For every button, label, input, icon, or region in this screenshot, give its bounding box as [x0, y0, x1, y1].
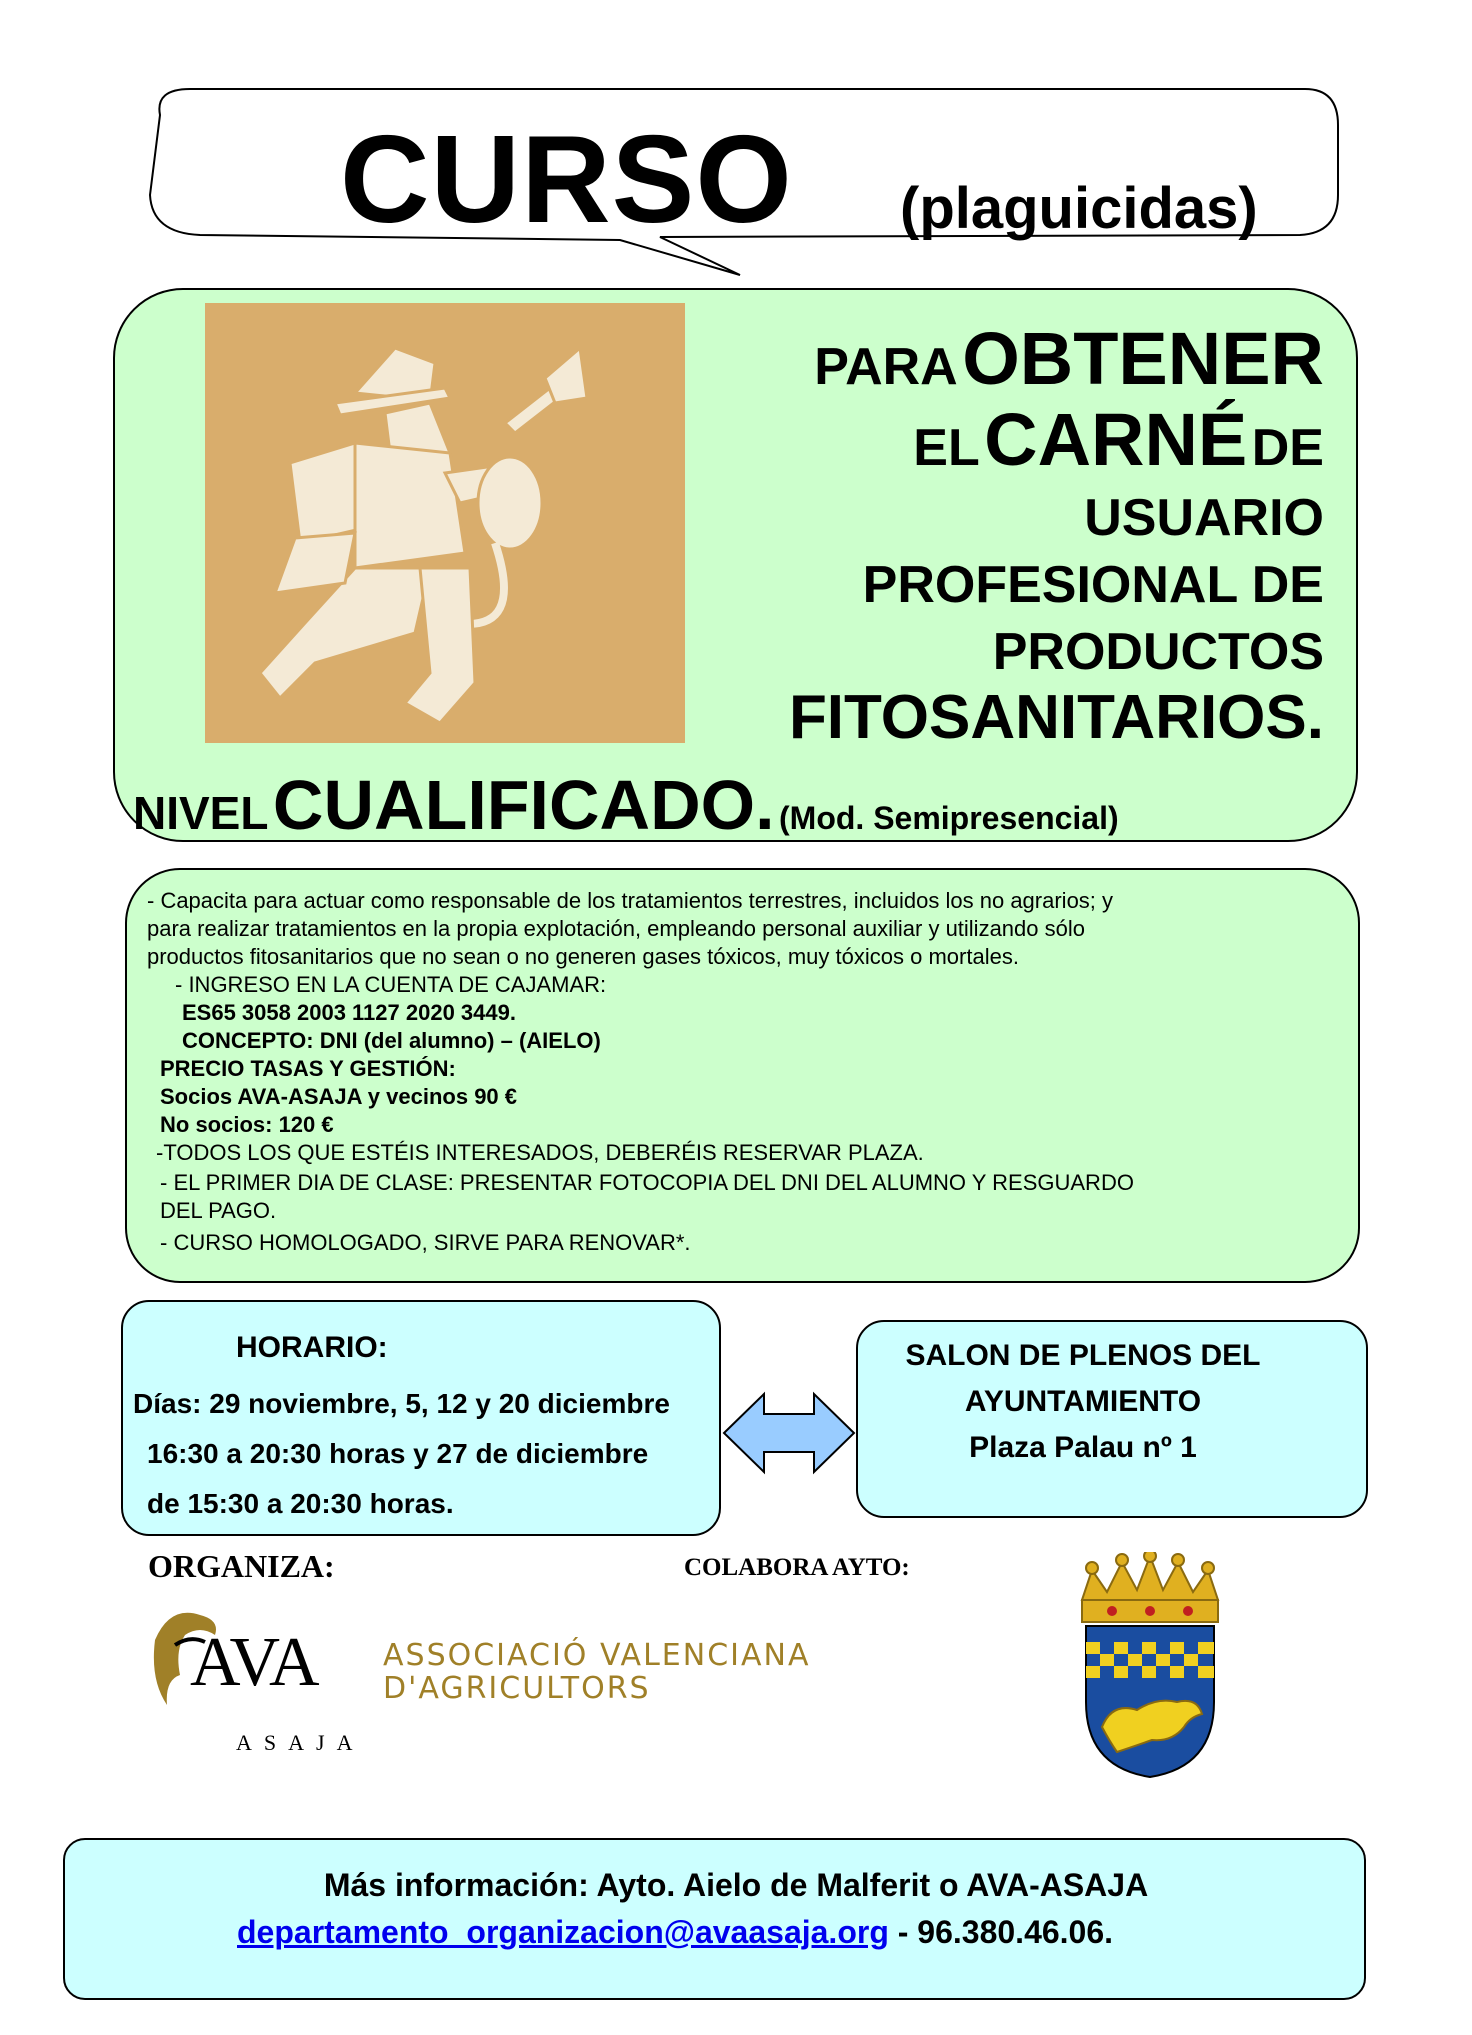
headline-fitosanitarios: FITOSANITARIOS.: [788, 683, 1324, 752]
headline-carne: CARNÉ: [984, 398, 1248, 481]
schedule-title: HORARIO:: [236, 1331, 388, 1364]
double-arrow-icon: [722, 1390, 856, 1476]
info-reservar: -TODOS LOS QUE ESTÉIS INTERESADOS, DEBERÉIS RESERVAR PLAZA.: [156, 1140, 924, 1165]
footer-info: Más información: Ayto. Aielo de Malferit o AVA-ASAJA: [323, 1867, 1149, 1903]
headline-el: EL: [913, 419, 980, 477]
headline-usuario: USUARIO: [1084, 489, 1324, 547]
headline-obtener: OBTENER: [962, 317, 1324, 400]
info-concepto: CONCEPTO: DNI (del alumno) – (AIELO): [182, 1028, 601, 1053]
level-mode: (Mod. Semipresencial): [779, 800, 1119, 836]
info-precio-title: PRECIO TASAS Y GESTIÓN:: [160, 1056, 456, 1081]
info-homologado: - CURSO HOMOLOGADO, SIRVE PARA RENOVAR*.: [160, 1230, 691, 1255]
schedule-line-3: de 15:30 a 20:30 horas.: [147, 1488, 454, 1519]
headline-para: PARA: [814, 338, 958, 396]
sprayer-worker-icon: [205, 303, 685, 743]
sprayer-worker-illustration: [205, 303, 685, 743]
footer-contact: [237, 1916, 1113, 1948]
level-line: [133, 766, 1119, 844]
schedule-line-1: Días: 29 noviembre, 5, 12 y 20 diciembre: [133, 1388, 670, 1419]
course-subtitle: (plaguicidas): [900, 176, 1258, 241]
aielo-coat-of-arms-icon: [1062, 1552, 1238, 1780]
ava-name-line-2: D'AGRICULTORS: [383, 1671, 651, 1706]
course-title: CURSO: [340, 111, 793, 249]
info-precio-nosocios: No socios: 120 €: [160, 1112, 334, 1137]
level-nivel: NIVEL: [133, 787, 269, 839]
schedule-line-2: 16:30 a 20:30 horas y 27 de diciembre: [147, 1438, 649, 1469]
headline-productos: PRODUCTOS: [992, 623, 1324, 681]
info-ingreso: - INGRESO EN LA CUENTA DE CAJAMAR:: [175, 972, 607, 997]
info-iban: ES65 3058 2003 1127 2020 3449.: [182, 1000, 516, 1025]
location-line-1: SALON DE PLENOS DEL: [905, 1339, 1261, 1372]
phone-number: - 96.380.46.06.: [888, 1914, 1114, 1950]
info-primer-dia-1: - EL PRIMER DIA DE CLASE: PRESENTAR FOTOCOPIA DEL DNI DEL ALUMNO Y RESGUARDO: [160, 1170, 1134, 1195]
headline-profesional: PROFESIONAL DE: [862, 556, 1324, 614]
organiza-label: ORGANIZA:: [148, 1548, 335, 1584]
headline-line-2: [913, 398, 1324, 481]
info-desc-2: para realizar tratamientos en la propia explotación, empleando personal auxiliar y utilizando sólo: [147, 916, 1085, 941]
ava-asaja: ASAJA: [236, 1730, 365, 1755]
email-link[interactable]: departamento_organizacion@avaasaja.org: [237, 1914, 889, 1950]
headline-de: DE: [1251, 419, 1324, 477]
info-precio-socios: Socios AVA-ASAJA y vecinos 90 €: [160, 1084, 518, 1109]
level-cualificado: CUALIFICADO.: [272, 766, 775, 844]
info-desc-1: - Capacita para actuar como responsable de los tratamientos terrestres, incluidos los no agrarios; y: [147, 888, 1114, 913]
ava-letters: AVA: [190, 1624, 318, 1701]
info-primer-dia-2: DEL PAGO.: [160, 1198, 277, 1223]
colabora-label: COLABORA AYTO:: [684, 1554, 910, 1581]
ava-name-line-1: ASSOCIACIÓ VALENCIANA: [383, 1638, 811, 1673]
location-line-2: AYUNTAMIENTO: [964, 1385, 1202, 1418]
headline-line-1: [814, 317, 1324, 400]
location-line-3: Plaza Palau nº 1: [969, 1431, 1197, 1464]
info-desc-3: productos fitosanitarios que no sean o no generen gases tóxicos, muy tóxicos o mortales.: [147, 944, 1019, 969]
